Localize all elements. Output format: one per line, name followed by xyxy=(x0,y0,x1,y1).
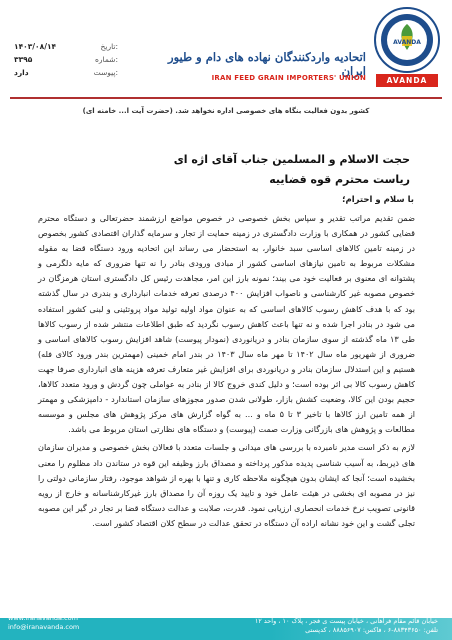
date-label: تاریخ: xyxy=(100,42,118,51)
greeting: با سلام و احترام؛ xyxy=(342,195,414,205)
header-quote: کشور بدون فعالیت بنگاه های خصوصی اداره نخواهد شد. (حضرت آیت ا... خامنه ای) xyxy=(82,107,370,115)
date-row xyxy=(14,40,118,53)
letter-meta xyxy=(14,40,118,79)
footer-address: خیابان قائم مقام فراهانی ، خیابان پیست ی فجر ، پلاک ۱۰ ، واحد ۱۲ xyxy=(254,617,438,625)
footer-email[interactable]: info@iranavanda.com xyxy=(8,623,80,631)
date-value: ۱۴۰۳/۰۸/۱۴ xyxy=(14,42,57,51)
addressee-line-2: ریاست محترم قوه قضاییه xyxy=(269,173,410,186)
footer-phones: تلفن: ۸۸۳۴۳۶۵۰-۶ ، فاکس: ۸۸۸۵۶۹۰۷ ، کدپستی xyxy=(305,626,438,634)
logo-wordmark: AVANDA xyxy=(386,76,428,85)
org-name-en: IRAN FEED GRAIN IMPORTERS' UNION xyxy=(211,74,366,82)
number-label: شماره: xyxy=(95,55,118,64)
number-value: ۳۳۹۵ xyxy=(14,55,33,64)
number-row xyxy=(14,53,118,66)
footer-contacts xyxy=(8,614,79,632)
letter-body xyxy=(38,211,415,531)
footer-website[interactable]: www.iranavanda.com xyxy=(8,614,78,622)
footer-band xyxy=(0,614,452,640)
addressee-block xyxy=(30,150,410,190)
attachment-label: پیوست: xyxy=(93,68,118,77)
attachment-value: دارد xyxy=(14,68,29,77)
body-paragraph: لازم به ذکر است مدیر نامبرده با بررسی های میدانی و جلسات متعدد با فعالان بخش خصوصی و مدیران سازمان های ذیربط، به آسیب شناسی پدیده مذکور پرداخته و مصداق بارز وظیفه این قوه در ستاندن داد مظلوم را معنی بخشیده است؛ آنجا که ایشان بدون هیچگونه ملاحظه کاری و تنها با بهره از شواهد موجود، رفتار سازمانی دولتی را نیز در مصوبه ای بخشی در هیئت عامل خود و تایید یک روزه آن را مصداق بارز غیرکارشناسانه و خارج از رویه قانونی تصویب نرخ خدمات انحصاری ارزیابی نمود. قدرت، صلابت و عدالت دستگاه قضا بر تجار در گیر این مصوبه تجلی گشت و این خود نشانه اراده آن دستگاه در تحقق عدالت در سطح کلان اقتصاد کشور است. xyxy=(38,442,415,528)
header-divider xyxy=(10,97,442,99)
org-name-fa: اتحادیه واردکنندگان نهاده های دام و طیور ایران xyxy=(168,50,366,78)
footer-address-block xyxy=(90,617,438,635)
addressee-line-1: حجت الاسلام و المسلمین جناب آقای اژه ای xyxy=(173,153,410,166)
svg-text:AVANDA: AVANDA xyxy=(393,39,421,46)
union-logo xyxy=(372,6,442,90)
body-paragraph: ضمن تقدیم مراتب تقدیر و سپاس بخش خصوصی در خصوص مواضع ارزشمند حضرتعالی و دستگاه محترم قضایی کشور در همکاری با وزارت دادگستری در زمینه حمایت از تجار و سرمایه گذاران اقتصادی کشور بخصوص در زمینه تامین کالاهای اساسی سبد خانوار، به استحضار می رساند این اتحادیه ورود دستگاه قضا به مقوله مشکلات مربوط به تامین نیازهای اساسی کشور از مبادی ورودی بنادر را نه تنها ضروری که مایه دلگرمی و پشتوانه ای معنوی بر فعالیت خود می بیند؛ نمونه بارز این امر، مجاهدت رئیس کل دادگستری استان هرمزگان در خصوص مصوبه غیر کارشناسی و ناصواب افزایش ۴۰۰ درصدی تعرفه خدمات انبارداری و بندری در سال گذشته بود که با هدف کاهش رسوب کالاهای اساسی که به عنوان مواد اولیه تولید مواد پروتئینی و لبنی کشور استفاده می شود در بنادر اجرا شده و نه تنها باعث کاهش رسوب نگردید که طبق اطلاعات منتشر شده از رسوب کالاها طی ۱۳ ماه گذشته از سوی سازمان بنادر و دریانوردی (نمودار پیوست) شاهد افزایش رسوب کالاهای اساسی و ضروری از شهریور ماه سال ۱۴۰۲ تا مهر ماه سال ۱۴۰۳ در بندر امام خمینی (مهمترین بندر ورود کالای فله) هستیم و این استدلال سازمان بنادر و دریانوردی برای افزایش غیر متعارف تعرفه هزینه های انبارداری صرفا جهت کاهش رسوب کالا بی اثر بوده است؛ و دلیل کندی خروج کالا از بنادر به عواملی چون گردش و ورود متعدد کالاها، حجیم بودن این کالا، وضعیت کشش بازار، طولانی شدن صدور مجوزهای سازمان استاندارد - دامپزشکی و مهمتر از همه تامین ارز کالاها با تاخیر ۳ تا ۵ ماه و ... به گواه گزارش های مرکز پژوهش های مجلس و موسسه مطالعات و پژوهش های بازرگانی وزارت صمت (پیوست) و دستگاه های نظارتی استان مربوط می باشد. xyxy=(38,213,415,435)
attachment-row xyxy=(14,66,118,79)
